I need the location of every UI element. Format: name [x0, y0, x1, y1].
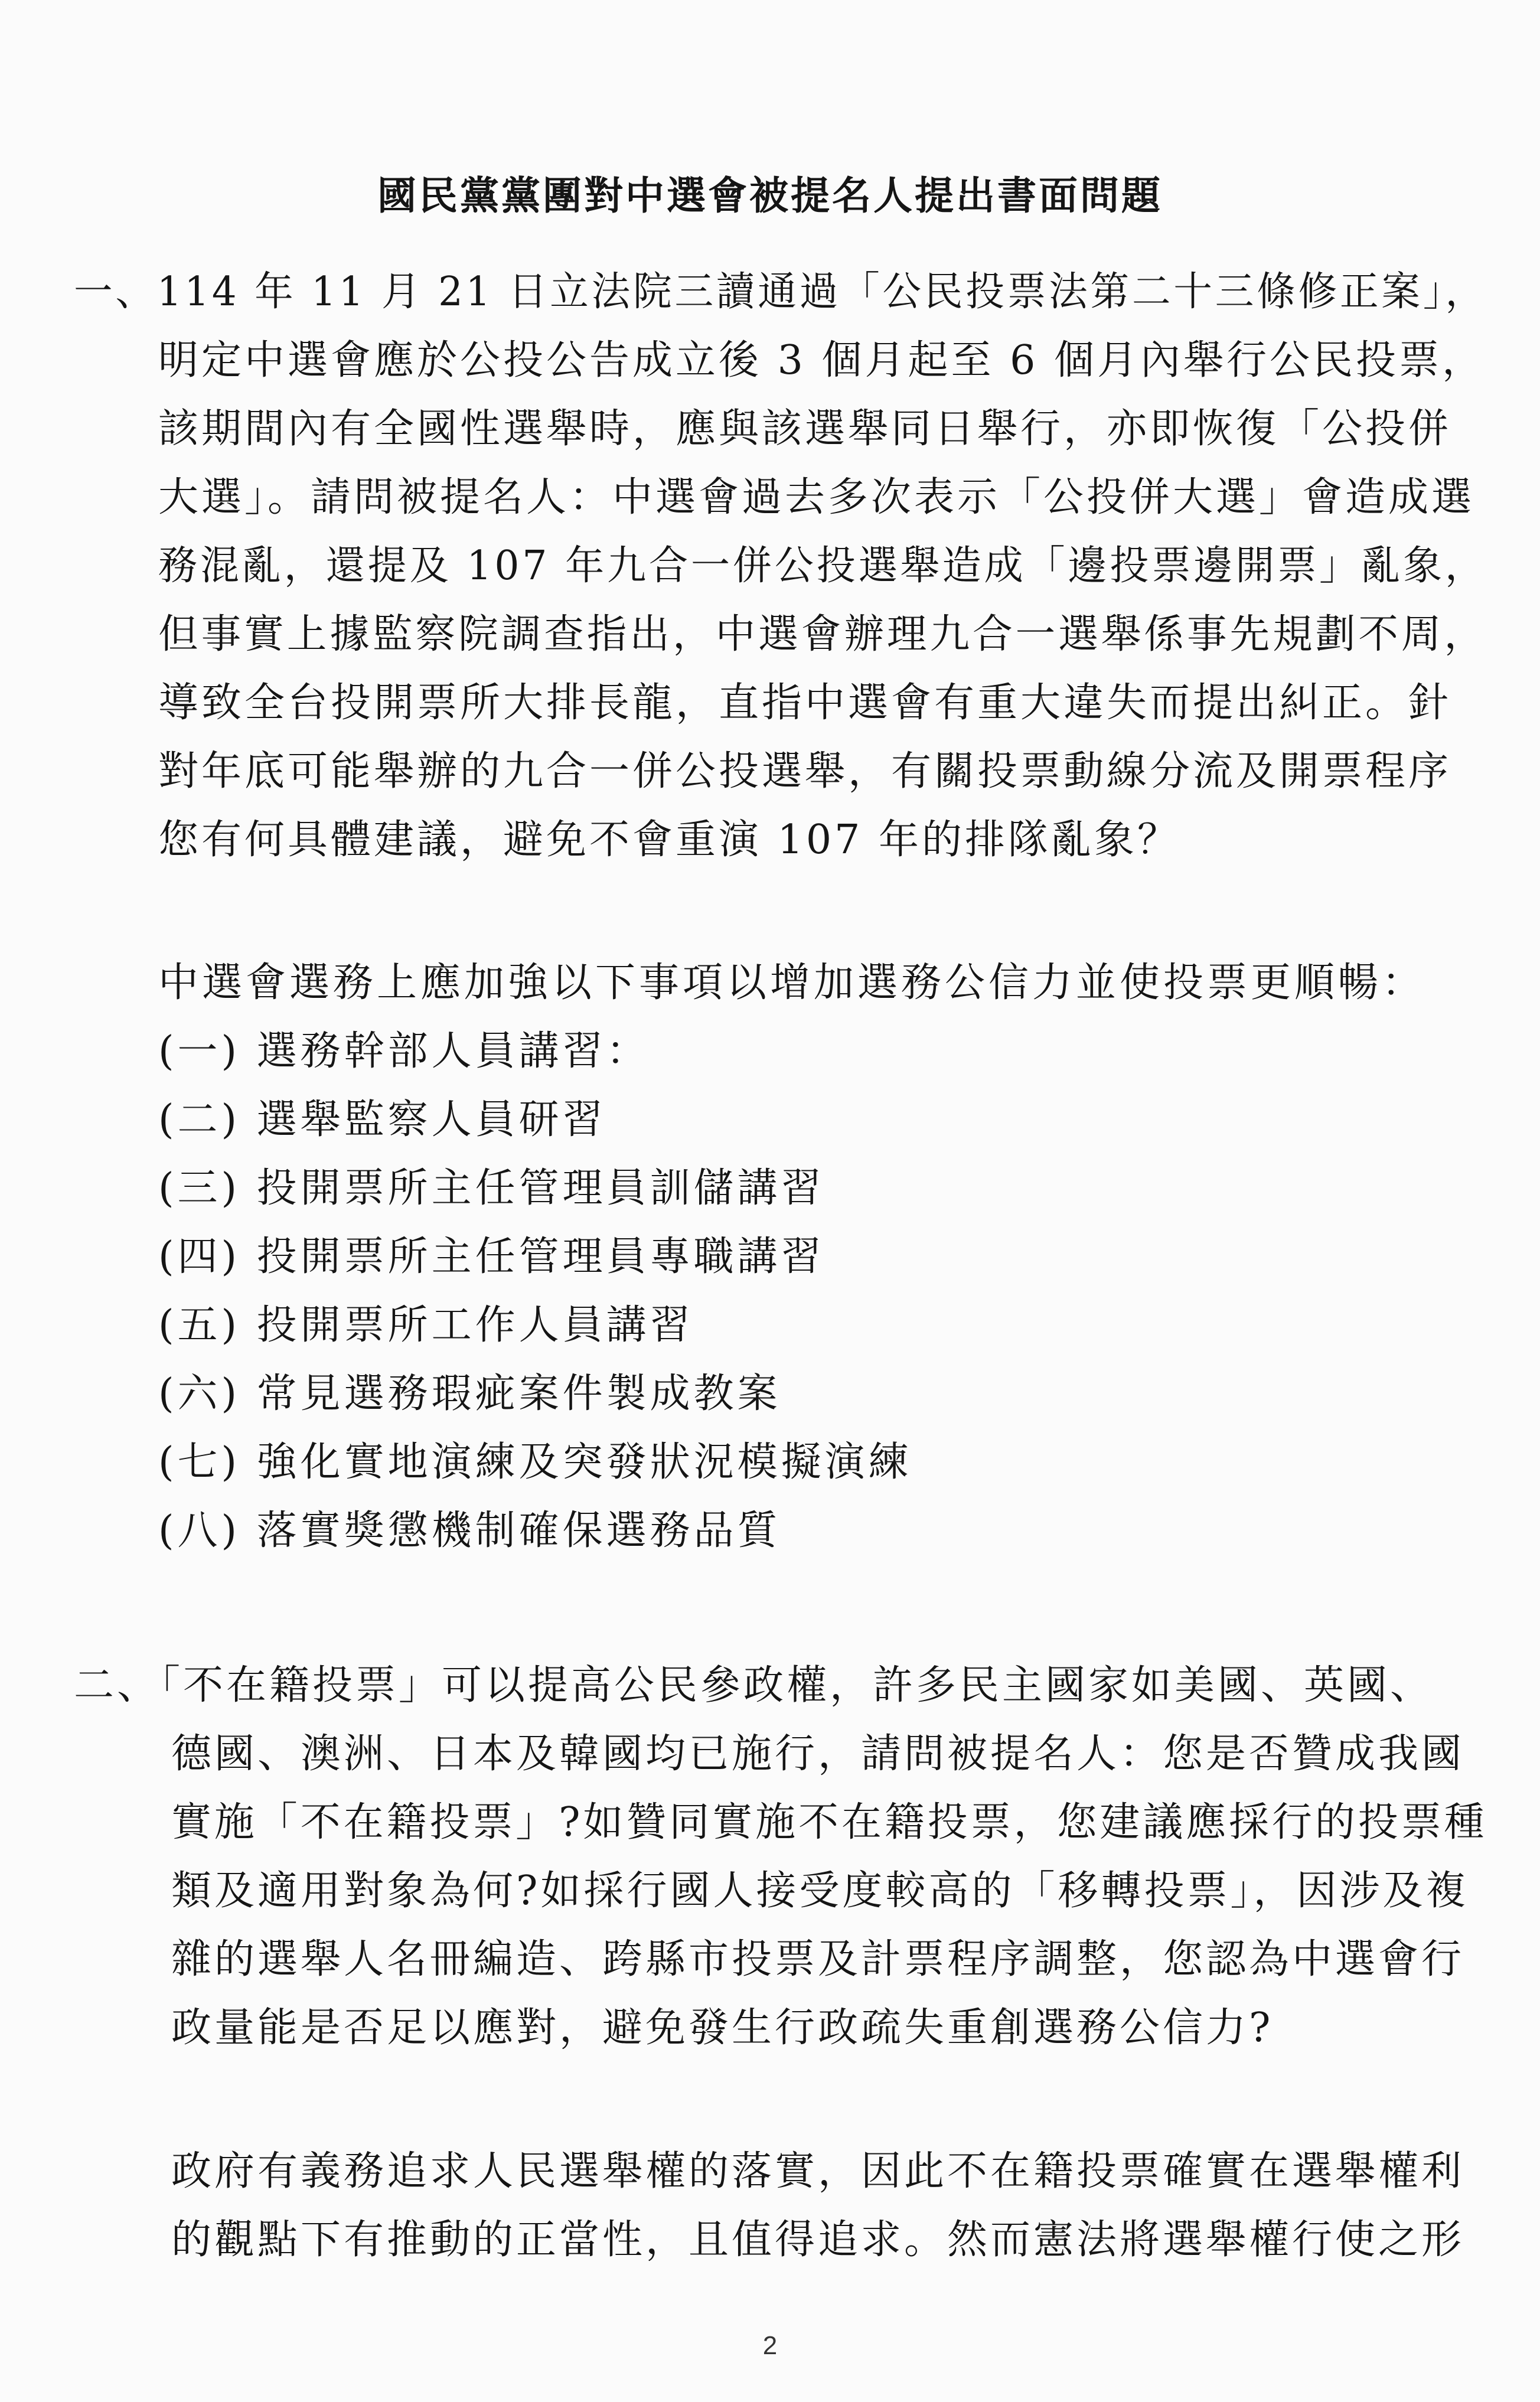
question-2-line: 二、「不在籍投票」可以提高公民參政權，許多民主國家如美國、英國、 [74, 1662, 1434, 1709]
question-2-line: 實施「不在籍投票」?如贊同實施不在籍投票，您建議應採行的投票種 [171, 1799, 1487, 1846]
question-2-line: 雜的選舉人名冊編造、跨縣市投票及計票程序調整，您認為中選會行 [171, 1936, 1465, 1983]
question-2-line: 政量能是否足以應對，避免發生行政疏失重創選務公信力? [171, 2005, 1274, 2051]
question-1-line: 一、114 年 11 月 21 日立法院三讀通過「公民投票法第二十三條修正案」， [74, 269, 1487, 315]
question-1-line: 但事實上據監察院調查指出，中選會辦理九合一選舉係事先規劃不周， [158, 611, 1487, 658]
question-1-line: 您有何具體建議，避免不會重演 107 年的排隊亂象？ [158, 817, 1181, 863]
question-2-line: 德國、澳洲、日本及韓國均已施行，請問被提名人：您是否贊成我國 [171, 1731, 1465, 1777]
question-1-line: 對年底可能舉辦的九合一併公投選舉，有關投票動線分流及開票程序 [158, 748, 1452, 795]
answer-1-item: (三) 投開票所主任管理員訓儲講習 [158, 1165, 825, 1212]
question-1-line: 該期間內有全國性選舉時，應與該選舉同日舉行，亦即恢復「公投併 [158, 406, 1452, 452]
document-title: 國民黨黨團對中選會被提名人提出書面問題 [377, 172, 1163, 218]
answer-1-intro: 中選會選務上應加強以下事項以增加選務公信力並使投票更順暢： [158, 960, 1426, 1006]
answer-1-item: (六) 常見選務瑕疵案件製成教案 [158, 1370, 781, 1417]
answer-1-item: (二) 選舉監察人員研習 [158, 1096, 606, 1143]
question-1-line: 導致全台投開票所大排長龍，直指中選會有重大違失而提出糾正。針 [158, 680, 1452, 726]
question-1-line: 明定中選會應於公投公告成立後 3 個月起至 6 個月內舉行公民投票， [158, 337, 1485, 384]
page-number: 2 [762, 2331, 778, 2360]
answer-1-item: (四) 投開票所主任管理員專職講習 [158, 1233, 825, 1280]
question-1-line: 務混亂，還提及 107 年九合一併公投選舉造成「邊投票邊開票」亂象， [158, 543, 1487, 589]
question-2-line: 類及適用對象為何?如採行國人接受度較高的「移轉投票」，因涉及複 [171, 1868, 1469, 1914]
answer-2-line: 政府有義務追求人民選舉權的落實，因此不在籍投票確實在選舉權利 [171, 2148, 1465, 2195]
answer-1-item: (七) 強化實地演練及突發狀況模擬演練 [158, 1439, 912, 1486]
question-1-line: 大選」。請問被提名人：中選會過去多次表示「公投併大選」會造成選 [158, 474, 1475, 521]
answer-1-item: (五) 投開票所工作人員講習 [158, 1302, 694, 1349]
answer-2-line: 的觀點下有推動的正當性，且值得追求。然而憲法將選舉權行使之形 [171, 2217, 1465, 2263]
answer-1-item: (一) 選務幹部人員講習： [158, 1028, 650, 1075]
answer-1-item: (八) 落實獎懲機制確保選務品質 [158, 1507, 781, 1554]
